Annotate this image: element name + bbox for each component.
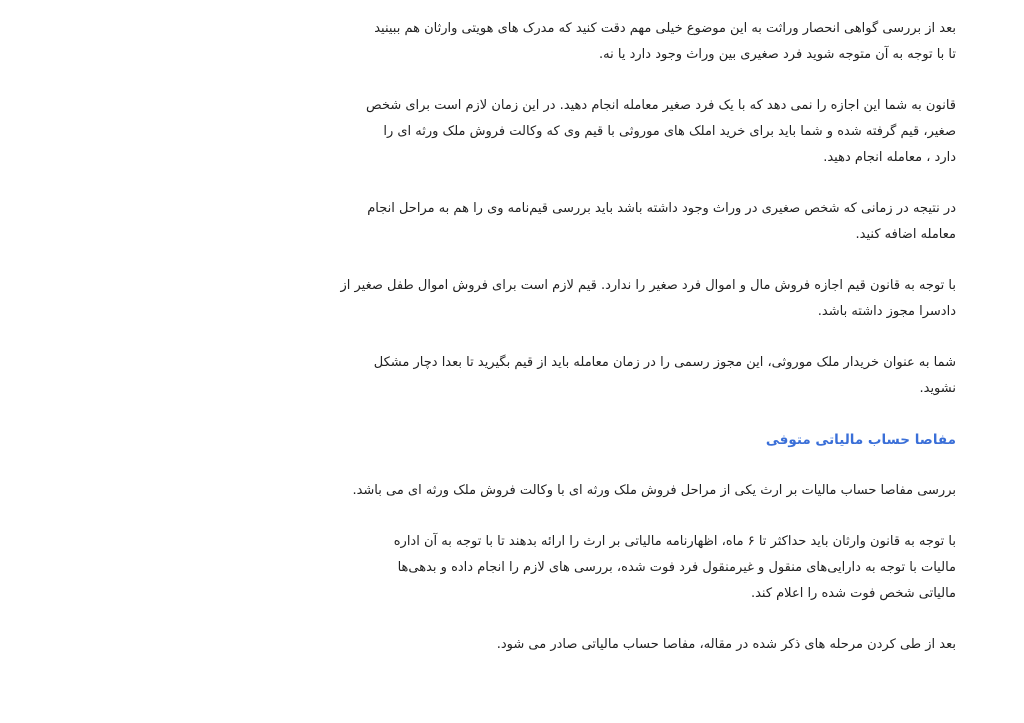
- paragraph-line: دارد ، معامله انجام دهید.: [823, 150, 956, 165]
- paragraph-tax-clearance-intro: [352, 478, 956, 504]
- paragraph-line: نشوید.: [919, 381, 956, 396]
- paragraph-tax-declaration: [366, 529, 956, 607]
- paragraph-line: مالیات با توجه به دارایی‌های منقول و غیرمنقول فرد فوت شده، بررسی های لازم را انجام داده و بدهی‌ها: [397, 560, 956, 575]
- paragraph-buyer-permit: [366, 350, 956, 402]
- paragraph-tax-clearance-issued: [366, 632, 956, 658]
- paragraph-line: با توجه به قانون قیم اجازه فروش مال و اموال فرد صغیر را ندارد. قیم لازم است برای فروش اموال طفل صغیر از: [340, 278, 956, 293]
- paragraph-line: مالیاتی شخص فوت شده را اعلام کند.: [750, 586, 956, 601]
- paragraph-line: تا با توجه به آن متوجه شوید فرد صغیری بین وراث وجود دارد یا نه.: [599, 47, 956, 62]
- section-heading-tax-clearance: مفاصا حساب مالیاتی متوفی: [765, 432, 956, 448]
- paragraph-line: معامله اضافه کنید.: [855, 227, 956, 242]
- paragraph-line: دادسرا مجوز داشته باشد.: [817, 304, 956, 319]
- paragraph-line: در نتیجه در زمانی که شخص صغیری در وراث وجود داشته باشد باید بررسی قیم‌نامه وی را هم به مراحل انجام: [367, 201, 956, 216]
- paragraph-line: بررسی مفاصا حساب مالیات بر ارث یکی از مراحل فروش ملک ورثه ای با وکالت فروش ملک ورثه ای می باشد.: [352, 483, 956, 498]
- paragraph-line: شما به عنوان خریدار ملک موروثی، این مجوز رسمی را در زمان معامله باید از قیم بگیرید تا بعدا دچار مشکل: [373, 355, 956, 370]
- paragraph-line: بعد از طی کردن مرحله های ذکر شده در مقاله، مفاصا حساب مالیاتی صادر می شود.: [496, 637, 956, 652]
- paragraph-heir-identity-check: [366, 16, 956, 68]
- paragraph-line: با توجه به قانون وارثان باید حداکثر تا ۶ ماه، اظهارنامه مالیاتی بر ارث را ارائه بدهند تا با توجه به آن اداره: [393, 534, 956, 549]
- paragraph-line: صغیر، قیم گرفته شده و شما باید برای خرید املک های موروثی با قیم وی که وکالت فروش ملک ورثه ای را: [383, 124, 956, 139]
- paragraph-line: قانون به شما این اجازه را نمی دهد که با یک فرد صغیر معامله انجام دهید. در این زمان لازم است برای شخص: [366, 98, 956, 113]
- article-body: [340, 16, 956, 683]
- paragraph-guardianship-review: [366, 196, 956, 248]
- paragraph-court-permit: [340, 273, 956, 325]
- paragraph-line: بعد از بررسی گواهی انحصار وراثت به این موضوع خیلی مهم دقت کنید که مدرک های هویتی وارثان هم ببینید: [374, 21, 956, 36]
- paragraph-minor-guardian: [366, 93, 956, 171]
